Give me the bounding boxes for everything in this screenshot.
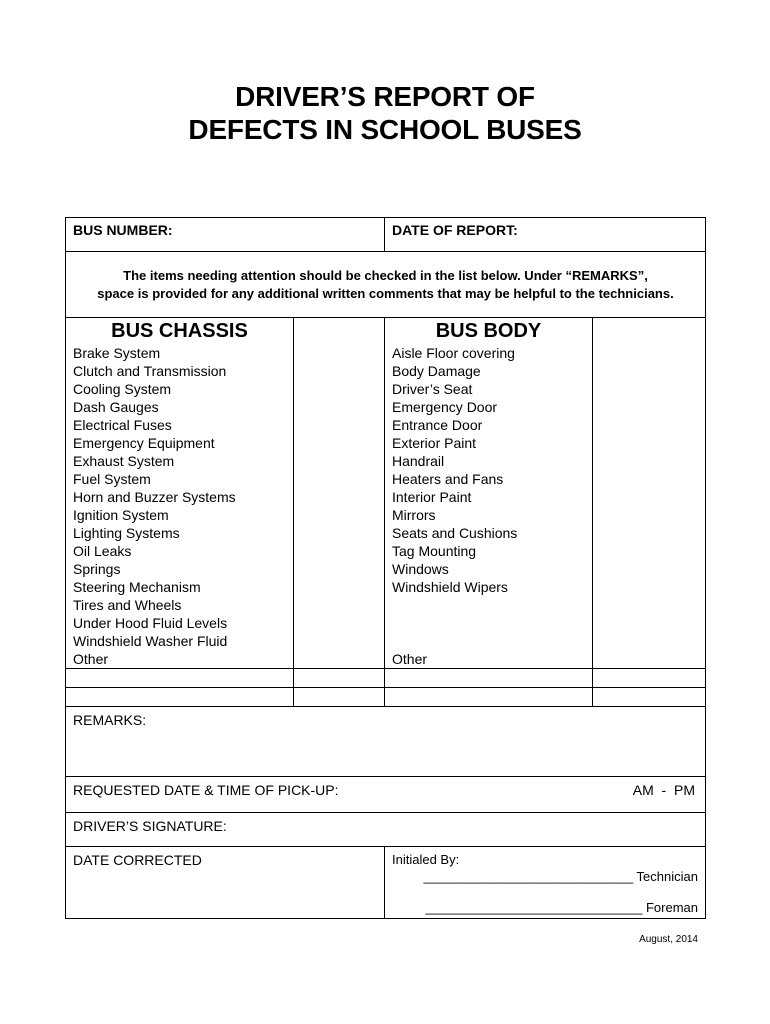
body-item-label: Other [385, 650, 593, 669]
body-item-label [385, 669, 593, 688]
checklist-row [66, 596, 706, 614]
chassis-item-label: Windshield Washer Fluid [66, 632, 294, 650]
body-item-label: Aisle Floor covering [385, 344, 593, 362]
checklist-row [66, 524, 706, 542]
checklist-row [66, 669, 706, 688]
chassis-item-checkbox[interactable] [294, 398, 385, 416]
date-of-report-field[interactable] [385, 218, 706, 252]
body-item-checkbox[interactable] [593, 452, 706, 470]
checklist-row [66, 398, 706, 416]
chassis-item-label [66, 669, 294, 688]
body-check-column [593, 318, 706, 345]
chassis-item-checkbox[interactable] [294, 578, 385, 596]
body-item-checkbox[interactable] [593, 416, 706, 434]
checklist-row [66, 416, 706, 434]
instructions-line-1: The items needing attention should be checked in the list below. Under “REMARKS”, [123, 267, 648, 283]
pickup-field[interactable] [66, 777, 706, 813]
body-item-checkbox[interactable] [593, 470, 706, 488]
chassis-item-label: Lighting Systems [66, 524, 294, 542]
chassis-item-label: Under Hood Fluid Levels [66, 614, 294, 632]
technician-line: _____________________________ Technician [423, 869, 698, 884]
chassis-item-checkbox[interactable] [294, 688, 385, 707]
checklist-row [66, 506, 706, 524]
chassis-item-label: Dash Gauges [66, 398, 294, 416]
body-item-label [385, 596, 593, 614]
checklist-row [66, 542, 706, 560]
body-item-checkbox[interactable] [593, 506, 706, 524]
checklist-row [66, 632, 706, 650]
date-corrected-label: DATE CORRECTED [73, 852, 202, 868]
body-item-label: Exterior Paint [385, 434, 593, 452]
checklist-row [66, 470, 706, 488]
body-item-checkbox[interactable] [593, 596, 706, 614]
chassis-item-checkbox[interactable] [294, 380, 385, 398]
checklist-row [66, 560, 706, 578]
instructions-line-2: space is provided for any additional written comments that may be helpful to the technicians. [97, 285, 674, 301]
bus-chassis-heading: BUS CHASSIS [66, 318, 294, 345]
body-item-label: Seats and Cushions [385, 524, 593, 542]
body-item-label: Mirrors [385, 506, 593, 524]
instructions [66, 252, 706, 318]
chassis-item-label: Oil Leaks [66, 542, 294, 560]
page-title [0, 80, 770, 146]
chassis-check-column [294, 318, 385, 345]
chassis-item-label: Tires and Wheels [66, 596, 294, 614]
chassis-item-label: Steering Mechanism [66, 578, 294, 596]
chassis-item-checkbox[interactable] [294, 416, 385, 434]
body-item-checkbox[interactable] [593, 542, 706, 560]
body-item-checkbox[interactable] [593, 434, 706, 452]
title-line-1: DRIVER’S REPORT OF [235, 81, 535, 112]
body-item-label [385, 688, 593, 707]
pickup-label: REQUESTED DATE & TIME OF PICK-UP: [73, 782, 339, 798]
body-item-label: Tag Mounting [385, 542, 593, 560]
checklist-row [66, 344, 706, 362]
foreman-line: ______________________________ Foreman [425, 900, 698, 915]
checklist-row [66, 362, 706, 380]
checklist-row [66, 380, 706, 398]
body-item-checkbox[interactable] [593, 578, 706, 596]
bus-number-label: BUS NUMBER: [73, 222, 173, 238]
body-item-label: Windows [385, 560, 593, 578]
chassis-item-checkbox[interactable] [294, 470, 385, 488]
chassis-item-label: Brake System [66, 344, 294, 362]
body-item-checkbox[interactable] [593, 669, 706, 688]
body-item-checkbox[interactable] [593, 560, 706, 578]
body-item-label [385, 632, 593, 650]
chassis-item-label: Electrical Fuses [66, 416, 294, 434]
chassis-item-checkbox[interactable] [294, 596, 385, 614]
body-item-label [385, 614, 593, 632]
checklist-row [66, 614, 706, 632]
body-item-checkbox[interactable] [593, 380, 706, 398]
body-item-checkbox[interactable] [593, 488, 706, 506]
chassis-item-label: Springs [66, 560, 294, 578]
chassis-item-label: Clutch and Transmission [66, 362, 294, 380]
body-item-checkbox[interactable] [593, 398, 706, 416]
checklist-row [66, 578, 706, 596]
chassis-item-checkbox[interactable] [294, 524, 385, 542]
body-item-label: Windshield Wipers [385, 578, 593, 596]
chassis-item-checkbox[interactable] [294, 614, 385, 632]
body-item-checkbox[interactable] [593, 344, 706, 362]
remarks-field[interactable] [66, 707, 706, 777]
driver-signature-label: DRIVER’S SIGNATURE: [73, 818, 227, 834]
body-item-checkbox[interactable] [593, 650, 706, 669]
initialed-by-field[interactable] [385, 847, 706, 919]
body-item-label: Handrail [385, 452, 593, 470]
body-item-checkbox[interactable] [593, 632, 706, 650]
body-item-checkbox[interactable] [593, 362, 706, 380]
body-item-checkbox[interactable] [593, 614, 706, 632]
checklist-row [66, 434, 706, 452]
chassis-item-checkbox[interactable] [294, 344, 385, 362]
chassis-item-checkbox[interactable] [294, 488, 385, 506]
revision-date: August, 2014 [639, 934, 698, 945]
chassis-item-checkbox[interactable] [294, 506, 385, 524]
chassis-item-label: Other [66, 650, 294, 669]
body-item-checkbox[interactable] [593, 688, 706, 707]
initialed-by-label: Initialed By: [392, 852, 460, 867]
chassis-item-label: Fuel System [66, 470, 294, 488]
am-pm-label: AM - PM [632, 782, 695, 798]
chassis-item-label: Exhaust System [66, 452, 294, 470]
chassis-item-label: Cooling System [66, 380, 294, 398]
body-item-label: Emergency Door [385, 398, 593, 416]
body-item-label: Entrance Door [385, 416, 593, 434]
checklist-row [66, 650, 706, 669]
chassis-item-checkbox[interactable] [294, 362, 385, 380]
chassis-item-checkbox[interactable] [294, 632, 385, 650]
body-item-label: Interior Paint [385, 488, 593, 506]
chassis-item-checkbox[interactable] [294, 669, 385, 688]
body-item-label: Driver’s Seat [385, 380, 593, 398]
defect-report-form [65, 217, 706, 919]
date-of-report-label: DATE OF REPORT: [392, 222, 518, 238]
chassis-item-checkbox[interactable] [294, 560, 385, 578]
date-corrected-field[interactable] [66, 847, 385, 919]
chassis-item-checkbox[interactable] [294, 434, 385, 452]
title-line-2: DEFECTS IN SCHOOL BUSES [188, 114, 582, 145]
driver-signature-field[interactable] [66, 813, 706, 847]
chassis-item-label: Ignition System [66, 506, 294, 524]
bus-body-heading: BUS BODY [385, 318, 593, 345]
chassis-item-label: Emergency Equipment [66, 434, 294, 452]
body-item-label: Heaters and Fans [385, 470, 593, 488]
chassis-item-label: Horn and Buzzer Systems [66, 488, 294, 506]
checklist-row [66, 452, 706, 470]
checklist-row [66, 488, 706, 506]
chassis-item-checkbox[interactable] [294, 542, 385, 560]
checklist-row [66, 688, 706, 707]
bus-number-field[interactable] [66, 218, 385, 252]
chassis-item-label [66, 688, 294, 707]
chassis-item-checkbox[interactable] [294, 452, 385, 470]
body-item-label: Body Damage [385, 362, 593, 380]
checklist-rows [66, 344, 706, 707]
remarks-label: REMARKS: [73, 712, 147, 728]
chassis-item-checkbox[interactable] [294, 650, 385, 669]
body-item-checkbox[interactable] [593, 524, 706, 542]
